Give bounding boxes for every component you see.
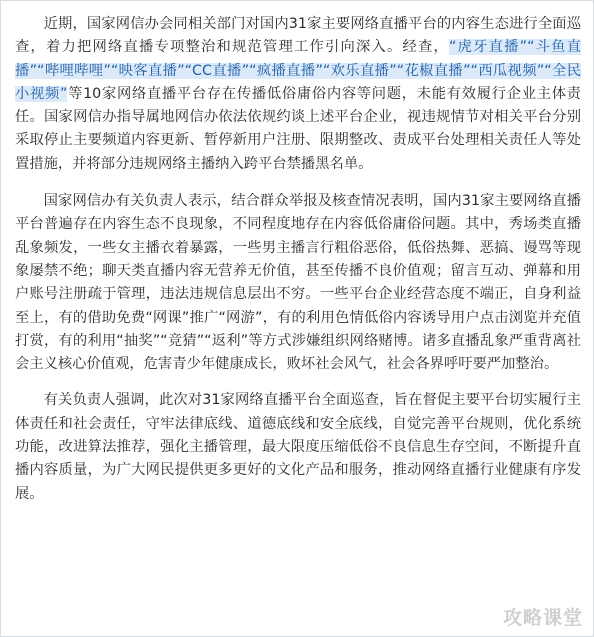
paragraph-3: 有关负责人强调，此次对31家网络直播平台全面巡查，旨在督促主要平台切实履行主体责任和社会责任，守牢法律底线、道德底线和安全底线，自觉完善平台规则，优化系统功能，改进算法推荐，强化主播管理，最大限度压缩低俗不良信息生存空间，不断提升直播内容质量，为广大网民提供更多更好的文化产品和服务，推动网络直播行业健康有序发展。 xyxy=(15,392,581,502)
paragraph-2: 国家网信办有关负责人表示，结合群众举报及核查情况表明，国内31家主要网络直播平台普遍存在内容生态不良现象，不同程度地存在内容低俗庸俗问题。其中，秀场类直播乱象频发，一些女主播衣着暴露，一些男主播言行粗俗恶俗，低俗热舞、恶搞、谩骂等现象屡禁不绝；聊天类直播内容无营养无价值，甚至传播不良价值观；留言互动、弹幕和用户账号注册疏于管理，违法违规信息层出不穷。一些平台企业经营态度不端正，自身利益至上，有的借助免费“网课”推广“网游”，有的利用色情低俗内容诱导用户点击浏览并充值打赏，有的利用“抽奖”“竞猜”“返利”等方式涉嫌组织网络赌博。诸多直播乱象严重背离社会主义核心价值观，危害青少年健康成长，败坏社会风气，社会各界呼吁要严加整治。 xyxy=(15,193,581,373)
paragraph-1-tail: 等10家网络直播平台存在传播低俗庸俗内容等问题，未能有效履行企业主体责任。国家网信办指导属地网信办依法依规约谈上述平台企业，视违规情节对相关平台分别采取停止主要频道内容更新、暂停新用户注册、限期整改、责成平台处理相关责任人等处置措施，并将部分违规网络主播纳入跨平台禁播黑名单。 xyxy=(15,85,581,172)
paragraph-1-lead: 近期，国家网信办会同相关部门对国内31家主要网络直播平台的内容生态进行全面巡查，着力把网络直播专项整治和规范管理工作引向深入。经查， xyxy=(15,16,581,56)
highlighted-platform-list: “虎牙直播”“斗鱼直播”“哔哩哔哩”“映客直播”“CC直播”“疯播直播”“欢乐直播”“花椒直播”“西瓜视频”“全民小视频” xyxy=(15,39,581,102)
article-body xyxy=(15,13,581,506)
watermark-logo: 攻略课堂 xyxy=(502,607,583,629)
paragraph-1 xyxy=(15,13,581,176)
